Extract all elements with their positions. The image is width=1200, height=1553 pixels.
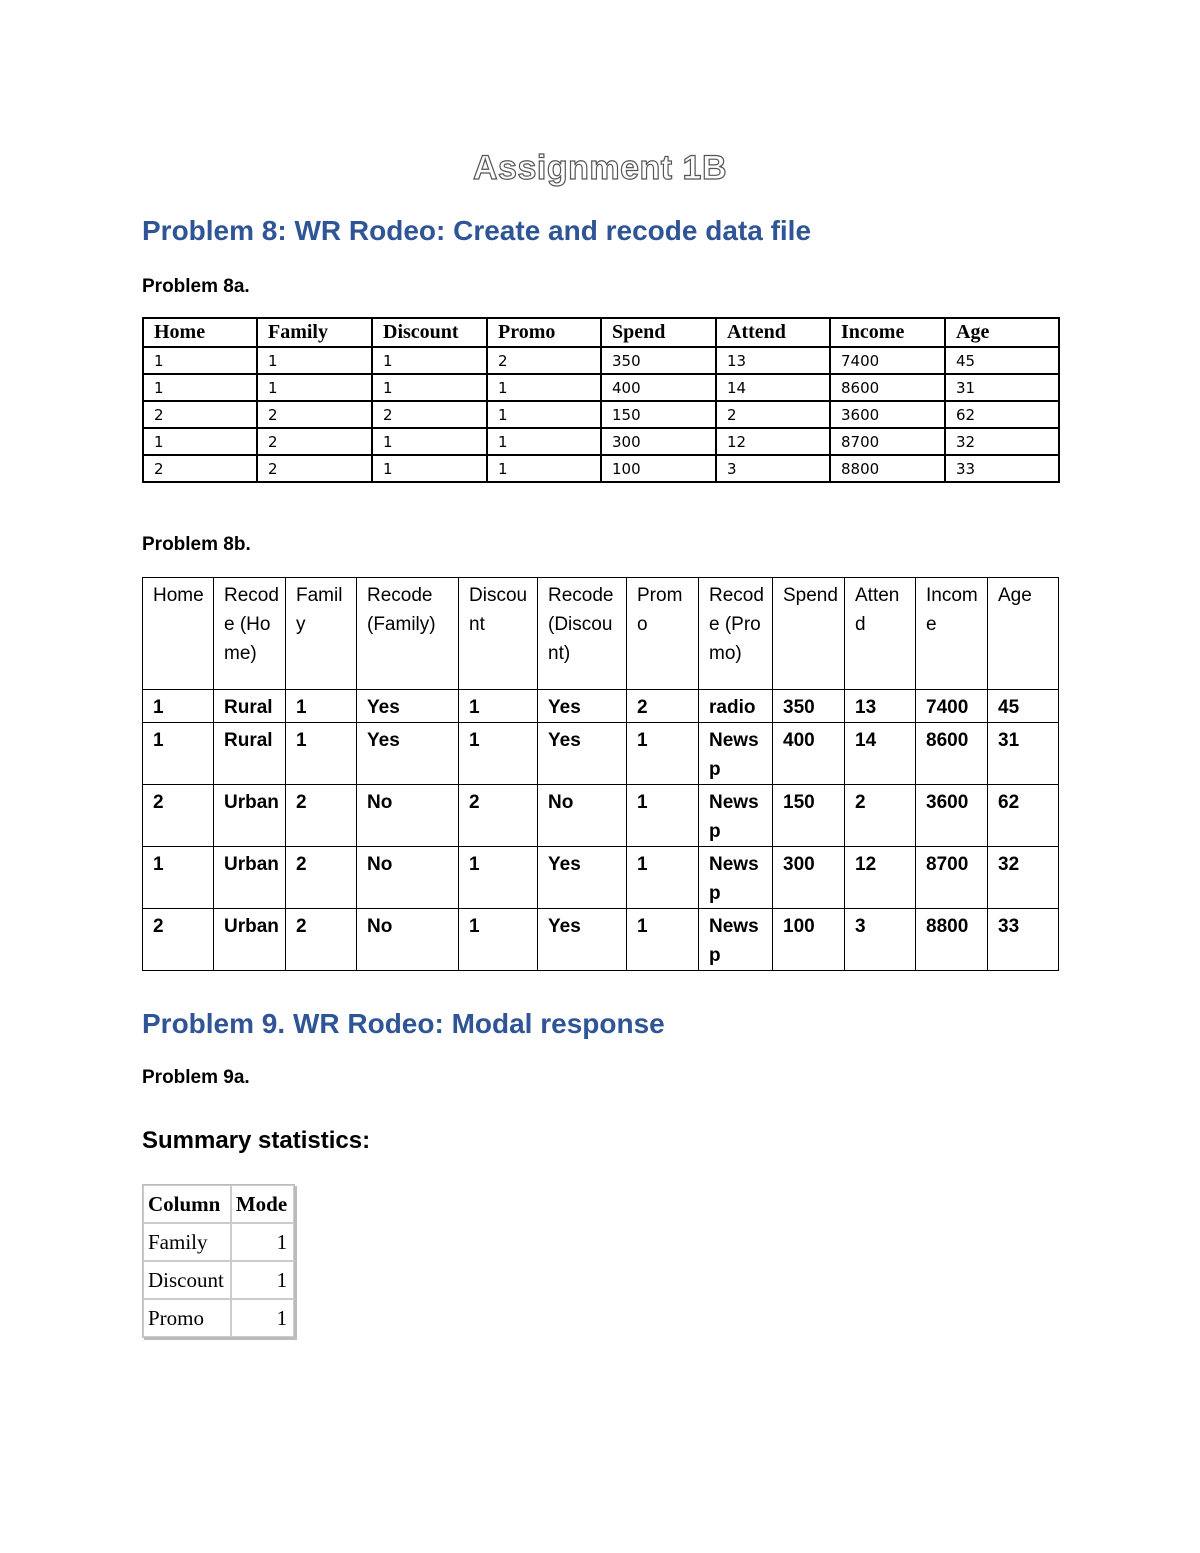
table-cell: Urban <box>214 785 286 847</box>
table-cell: 1 <box>372 347 487 374</box>
table-cell: 1 <box>372 374 487 401</box>
column-header: Attend <box>716 318 830 347</box>
table-cell: No <box>357 785 459 847</box>
table-cell: 1 <box>143 847 214 909</box>
table-cell: 1 <box>459 723 538 785</box>
table-cell: Rural <box>214 690 286 723</box>
table-cell: 14 <box>845 723 916 785</box>
table-cell: 13 <box>716 347 830 374</box>
table-cell: 2 <box>257 428 372 455</box>
table-cell: Yes <box>357 723 459 785</box>
table-cell: 1 <box>231 1223 294 1261</box>
table-8b <box>142 577 1059 971</box>
table-cell: Yes <box>538 909 627 971</box>
table-cell: 2 <box>487 347 601 374</box>
table-cell: 1 <box>459 690 538 723</box>
table-cell: 2 <box>286 785 357 847</box>
table-cell: 100 <box>773 909 845 971</box>
table-cell: Discount <box>143 1261 231 1299</box>
table-cell: 3 <box>845 909 916 971</box>
table-cell: 1 <box>231 1299 294 1337</box>
table-cell: 150 <box>773 785 845 847</box>
summary-statistics-heading: Summary statistics: <box>142 1127 371 1154</box>
table-cell: 1 <box>143 690 214 723</box>
table-cell: radio <box>699 690 773 723</box>
table-cell: 2 <box>257 401 372 428</box>
table-cell: Rural <box>214 723 286 785</box>
table-cell: 1 <box>627 909 699 971</box>
column-header: Promo <box>627 578 699 690</box>
table-cell: 8800 <box>830 455 945 482</box>
column-header: Promo <box>487 318 601 347</box>
table-cell: 1 <box>257 374 372 401</box>
document-title: Assignment 1B <box>473 149 727 187</box>
column-header: Income <box>916 578 988 690</box>
table-cell: 1 <box>143 347 257 374</box>
table-cell: 2 <box>286 909 357 971</box>
table-cell: No <box>538 785 627 847</box>
column-header: Discount <box>372 318 487 347</box>
table-row <box>143 723 1059 785</box>
table-cell: 1 <box>257 347 372 374</box>
table-cell: Urban <box>214 847 286 909</box>
problem-9-heading: Problem 9. WR Rodeo: Modal response <box>142 1008 665 1039</box>
table-cell: 32 <box>988 847 1059 909</box>
table-cell: 2 <box>143 455 257 482</box>
table-cell: 8700 <box>916 847 988 909</box>
table-cell: 1 <box>372 428 487 455</box>
table-cell: 3600 <box>916 785 988 847</box>
table-row <box>143 847 1059 909</box>
table-cell: 400 <box>773 723 845 785</box>
table-cell: 8600 <box>830 374 945 401</box>
problem-8b-label: Problem 8b. <box>142 534 251 555</box>
table-cell: 14 <box>716 374 830 401</box>
table-cell: 2 <box>286 847 357 909</box>
table-cell: 1 <box>286 723 357 785</box>
table-cell: 2 <box>143 785 214 847</box>
table-cell: Family <box>143 1223 231 1261</box>
table-cell: 300 <box>773 847 845 909</box>
problem-8a-label: Problem 8a. <box>142 276 250 297</box>
table-cell: 33 <box>988 909 1059 971</box>
table-cell: Promo <box>143 1299 231 1337</box>
table-cell: 31 <box>945 374 1059 401</box>
table-cell: 1 <box>487 401 601 428</box>
table-cell: 100 <box>601 455 716 482</box>
column-header: Column <box>143 1185 231 1223</box>
column-header: Family <box>257 318 372 347</box>
column-header: Recode (Discount) <box>538 578 627 690</box>
table-cell: 2 <box>627 690 699 723</box>
column-header: Income <box>830 318 945 347</box>
table-cell: 33 <box>945 455 1059 482</box>
table-cell: 2 <box>459 785 538 847</box>
problem-9a-label: Problem 9a. <box>142 1067 250 1088</box>
table-cell: Yes <box>538 847 627 909</box>
table-row <box>143 1261 294 1299</box>
table-cell: 1 <box>143 374 257 401</box>
table-row <box>143 455 1059 482</box>
column-header: Home <box>143 318 257 347</box>
table-cell: 1 <box>487 428 601 455</box>
table-cell: Newsp <box>699 723 773 785</box>
table-cell: Newsp <box>699 785 773 847</box>
table-cell: 2 <box>143 909 214 971</box>
table-cell: 8600 <box>916 723 988 785</box>
table-cell: 350 <box>601 347 716 374</box>
column-header: Spend <box>601 318 716 347</box>
table-row <box>143 909 1059 971</box>
table-cell: No <box>357 847 459 909</box>
table-cell: 31 <box>988 723 1059 785</box>
table-cell: 1 <box>286 690 357 723</box>
table-cell: 1 <box>231 1261 294 1299</box>
table-cell: 1 <box>459 909 538 971</box>
table-cell: 8700 <box>830 428 945 455</box>
table-cell: 45 <box>988 690 1059 723</box>
table-cell: Newsp <box>699 909 773 971</box>
table-header-row <box>143 1185 294 1223</box>
table-cell: 350 <box>773 690 845 723</box>
table-row <box>143 401 1059 428</box>
table-cell: 62 <box>945 401 1059 428</box>
column-header: Recode (Promo) <box>699 578 773 690</box>
table-cell: 1 <box>143 428 257 455</box>
table-cell: 3600 <box>830 401 945 428</box>
table-row <box>143 347 1059 374</box>
table-header-row <box>143 318 1059 347</box>
column-header: Recode (Home) <box>214 578 286 690</box>
table-cell: 7400 <box>916 690 988 723</box>
table-cell: 400 <box>601 374 716 401</box>
table-cell: 2 <box>845 785 916 847</box>
table-row <box>143 690 1059 723</box>
table-cell: Yes <box>538 723 627 785</box>
table-cell: 300 <box>601 428 716 455</box>
table-cell: 13 <box>845 690 916 723</box>
table-cell: 7400 <box>830 347 945 374</box>
table-cell: Yes <box>538 690 627 723</box>
table-cell: 1 <box>627 785 699 847</box>
table-cell: 2 <box>372 401 487 428</box>
column-header: Attend <box>845 578 916 690</box>
table-cell: 2 <box>716 401 830 428</box>
column-header: Family <box>286 578 357 690</box>
table-row <box>143 1223 294 1261</box>
table-row <box>143 1299 294 1337</box>
table-cell: 12 <box>845 847 916 909</box>
table-cell: Urban <box>214 909 286 971</box>
column-header: Spend <box>773 578 845 690</box>
table-cell: 2 <box>143 401 257 428</box>
problem-8-heading: Problem 8: WR Rodeo: Create and recode data file <box>142 215 812 246</box>
table-header-row <box>143 578 1059 690</box>
table-cell: 1 <box>372 455 487 482</box>
column-header: Discount <box>459 578 538 690</box>
table-8a <box>142 317 1060 483</box>
table-cell: 150 <box>601 401 716 428</box>
table-cell: 1 <box>459 847 538 909</box>
table-cell: 32 <box>945 428 1059 455</box>
summary-statistics-table <box>142 1184 295 1338</box>
column-header: Mode <box>231 1185 294 1223</box>
table-cell: Newsp <box>699 847 773 909</box>
table-cell: 1 <box>143 723 214 785</box>
table-cell: 12 <box>716 428 830 455</box>
table-cell: 2 <box>257 455 372 482</box>
column-header: Age <box>988 578 1059 690</box>
table-cell: 1 <box>627 847 699 909</box>
table-cell: 1 <box>487 455 601 482</box>
column-header: Recode (Family) <box>357 578 459 690</box>
table-cell: 1 <box>627 723 699 785</box>
table-cell: 8800 <box>916 909 988 971</box>
column-header: Age <box>945 318 1059 347</box>
table-row <box>143 785 1059 847</box>
table-row <box>143 428 1059 455</box>
table-cell: Yes <box>357 690 459 723</box>
column-header: Home <box>143 578 214 690</box>
table-cell: No <box>357 909 459 971</box>
table-cell: 62 <box>988 785 1059 847</box>
table-cell: 45 <box>945 347 1059 374</box>
table-cell: 1 <box>487 374 601 401</box>
table-cell: 3 <box>716 455 830 482</box>
table-row <box>143 374 1059 401</box>
